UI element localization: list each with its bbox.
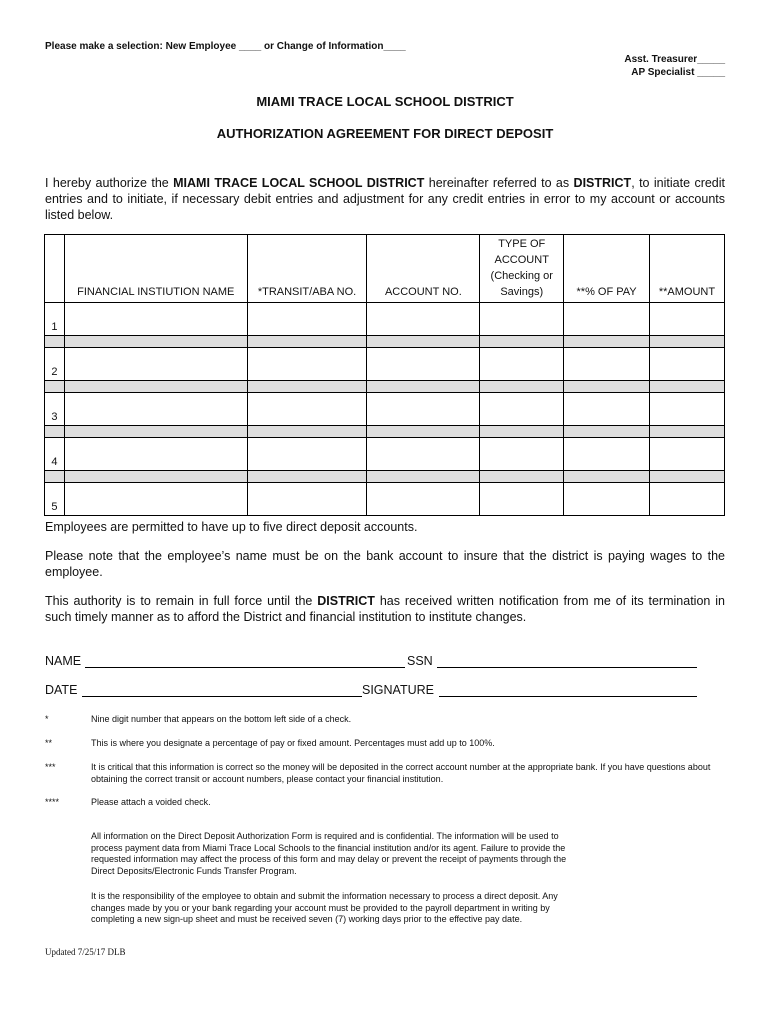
institution-cell[interactable] [64,483,247,516]
name-field[interactable] [85,655,405,668]
form-title: AUTHORIZATION AGREEMENT FOR DIRECT DEPOSIT [216,126,554,141]
name-label: NAME [45,654,82,668]
transit-cell[interactable] [247,348,367,381]
type-cell[interactable] [480,303,564,336]
percent-cell[interactable] [564,303,650,336]
percent-cell[interactable] [564,348,650,381]
type-cell[interactable] [480,348,564,381]
district-bold: DISTRICT [573,176,632,190]
table-header-row [45,235,725,303]
account-cell[interactable] [367,348,480,381]
shaded-row [45,426,725,438]
institution-cell[interactable] [64,393,247,426]
transit-cell[interactable] [247,438,367,471]
col-transit: *TRANSIT/ABA NO. [247,235,367,303]
footnote-3: *** It is critical that this information is correct so the money will be deposited in the correct account number at the appropriate bank. If you have questions about obtaining the correct transit or account numbers, please contact your financial institution. [45,762,711,784]
table-row [45,303,725,336]
confidentiality-info: All information on the Direct Deposit Authorization Form is required and is confidential. The information will be used to process payment data from Miami Trace Local Schools to the financial institution and/or its agent. Failure to provide the requested information may affect the process of this form and may delay or prevent the receipt of payments through the Direct Deposits/Electronic Funds Transfer Program. [91,831,567,876]
ssn-label: SSN [407,654,433,668]
table-row [45,438,725,471]
col-institution-name: FINANCIAL INSTIUTION NAME [64,235,247,303]
percent-cell[interactable] [564,483,650,516]
row-number: 4 [45,438,65,471]
date-label: DATE [45,683,78,697]
authority-note: This authority is to remain in full force until the DISTRICT has received written notification from me of its termination in such timely manner as to afford the District and financial institution to institute changes. [45,594,725,624]
transit-cell[interactable] [247,483,367,516]
amount-cell[interactable] [649,348,724,381]
accounts-table [44,234,725,516]
signature-label: SIGNATURE [362,683,434,697]
account-cell[interactable] [367,483,480,516]
footnote-1: * Nine digit number that appears on the bottom left side of a check. [45,714,352,724]
shaded-row [45,471,725,483]
col-percent-pay: **% OF PAY [564,235,650,303]
date-field[interactable] [82,684,362,697]
type-cell[interactable] [480,393,564,426]
office-use-box [624,53,725,79]
shaded-row [45,381,725,393]
row-number: 5 [45,483,65,516]
amount-cell[interactable] [649,393,724,426]
percent-cell[interactable] [564,393,650,426]
institution-cell[interactable] [64,348,247,381]
row-number: 2 [45,348,65,381]
account-cell[interactable] [367,438,480,471]
type-cell[interactable] [480,483,564,516]
transit-cell[interactable] [247,303,367,336]
selection-line: Please make a selection: New Employee ____ or Change of Information____ [45,41,406,52]
amount-cell[interactable] [649,483,724,516]
updated-stamp: Updated 7/25/17 DLB [45,947,126,957]
signature-field[interactable] [439,684,697,697]
asst-treasurer-line: Asst. Treasurer_____ [624,54,725,65]
account-cell[interactable] [367,393,480,426]
row-number: 1 [45,303,65,336]
col-account-no: ACCOUNT NO. [367,235,480,303]
district-title: MIAMI TRACE LOCAL SCHOOL DISTRICT [256,94,514,109]
row-number: 3 [45,393,65,426]
authorization-paragraph: I hereby authorize the MIAMI TRACE LOCAL SCHOOL DISTRICT hereinafter referred to as DISTRICT, to initiate credit entries and to initiate, if necessary debit entries and adjustment for any credit entries in error to my account or accounts listed below. [45,176,726,222]
footnote-2: ** This is where you designate a percentage of pay or fixed amount. Percentages must add up to 100%. [45,738,495,748]
percent-cell[interactable] [564,438,650,471]
table-row [45,348,725,381]
ssn-field[interactable] [437,655,697,668]
col-account-type: TYPE OF ACCOUNT (Checking or Savings) [480,235,564,303]
shaded-row [45,336,725,348]
amount-cell[interactable] [649,438,724,471]
name-on-account-note: Please note that the employee’s name must be on the bank account to insure that the district is paying wages to the employee. [45,549,725,579]
account-cell[interactable] [367,303,480,336]
table-row [45,483,725,516]
district-bold: DISTRICT [317,594,375,608]
amount-cell[interactable] [649,303,724,336]
col-amount: **AMOUNT [649,235,724,303]
institution-cell[interactable] [64,303,247,336]
table-row [45,393,725,426]
five-accounts-note: Employees are permitted to have up to five direct deposit accounts. [45,520,418,534]
type-cell[interactable] [480,438,564,471]
institution-cell[interactable] [64,438,247,471]
district-name-bold: MIAMI TRACE LOCAL SCHOOL DISTRICT [173,176,425,190]
ap-specialist-line: AP Specialist _____ [631,67,725,78]
footnote-4: **** Please attach a voided check. [45,797,211,807]
responsibility-info: It is the responsibility of the employee to obtain and submit the information necessary to process a direct deposit. Any changes made by you or your bank regarding your account must be provided to the payroll department in writing by completing a new sign-up sheet and must be received seven (7) working days prior to the effective pay date. [91,891,558,924]
transit-cell[interactable] [247,393,367,426]
